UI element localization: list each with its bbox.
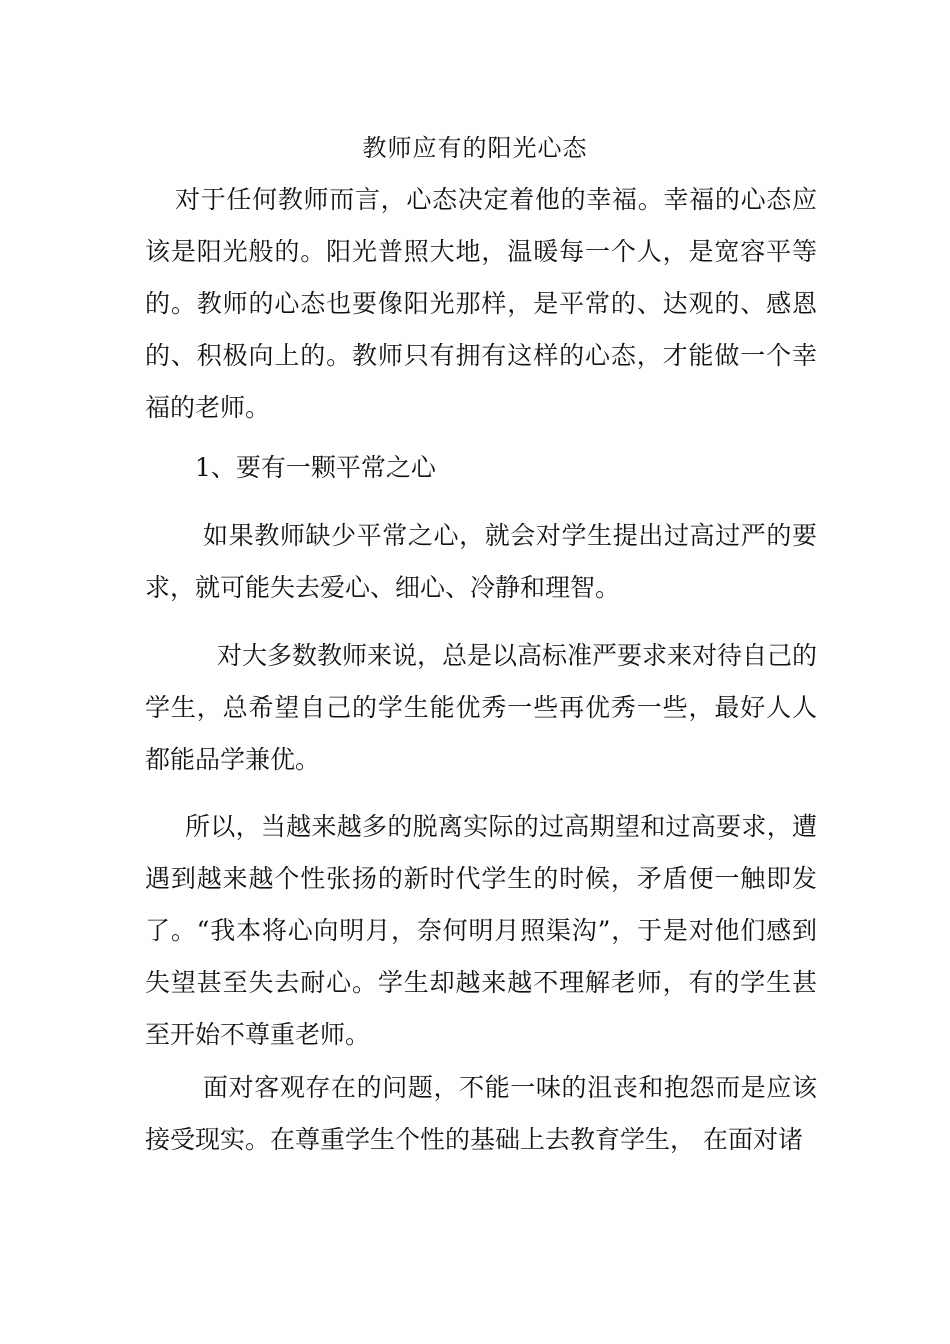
paragraph-2: 如果教师缺少平常之心，就会对学生提出过高过严的要求，就可能失去爱心、细心、冷静和理智。: [145, 521, 817, 602]
paragraph-4: 所以，当越来越多的脱离实际的过高期望和过高要求，遭遇到越来越个性张扬的新时代学生的时候，矛盾便一触即发了。“我本将心向明月，奈何明月照渠沟”，于是对他们感到失望甚至失去耐心。学生却越来越不理解老师，有的学生甚至开始不尊重老师。: [145, 812, 817, 1049]
document-title: 教师应有的阳光心态: [362, 134, 588, 162]
paragraph-5: 面对客观存在的问题，不能一味的沮丧和抱怨而是应该接受现实。在尊重学生个性的基础上去教育学生， 在面对诸: [145, 1073, 817, 1154]
paragraph-intro: 对于任何教师而言，心态决定着他的幸福。幸福的心态应该是阳光般的。阳光普照大地，温暖每一个人，是宽容平等的。教师的心态也要像阳光那样，是平常的、达观的、感恩的、积极向上的。教师只有拥有这样的心态，才能做一个幸福的老师。: [145, 185, 817, 422]
paragraph-3: 对大多数教师来说，总是以高标准严要求来对待自己的学生，总希望自己的学生能优秀一些再优秀一些，最好人人都能品学兼优。: [145, 641, 818, 774]
section-heading-1: 1、要有一颗平常之心: [195, 453, 436, 482]
